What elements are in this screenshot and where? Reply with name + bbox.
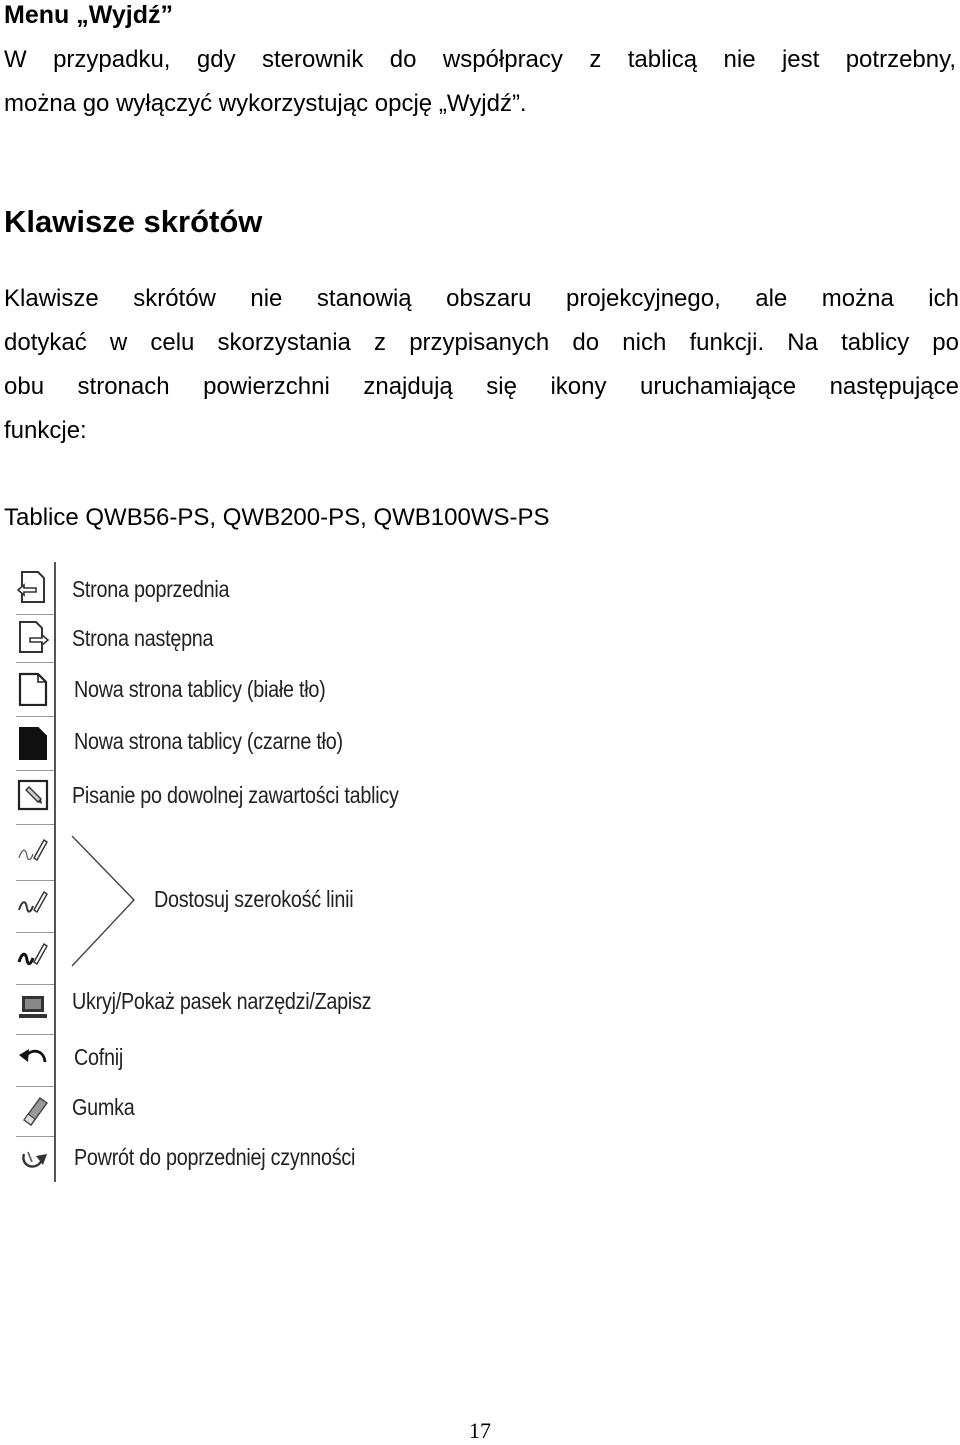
page-number: 17 (469, 1418, 491, 1443)
separator (16, 770, 54, 771)
redo-icon[interactable] (16, 1142, 50, 1176)
undo-icon[interactable] (16, 1042, 50, 1076)
new-black-page-label: Nowa strona tablicy (czarne tło) (74, 728, 343, 754)
shortcut-keys-figure (10, 562, 470, 1182)
separator (16, 614, 54, 615)
separator (16, 984, 54, 985)
toolbar-toggle-label: Ukryj/Pokaż pasek narzędzi/Zapisz (72, 988, 372, 1014)
eraser-label: Gumka (72, 1094, 135, 1120)
bracket-chevron-icon (68, 834, 138, 970)
shortcuts-heading: Klawisze skrótów (4, 204, 263, 239)
menu-paragraph-line-1: W przypadku, gdy sterownik do współpracy z tablicą nie jest potrzebny, (4, 46, 956, 73)
line-width-thin-icon[interactable] (16, 834, 50, 868)
toolbar-toggle-icon[interactable] (16, 990, 50, 1024)
separator (16, 1034, 54, 1035)
line-width-medium-icon[interactable] (16, 886, 50, 920)
redo-label: Powrót do poprzedniej czynności (74, 1144, 356, 1170)
shortcuts-paragraph-line-3: obu stronach powierzchni znajdują się ikony uruchamiające następujące (4, 373, 959, 400)
shortcuts-paragraph-line-1: Klawisze skrótów nie stanowią obszaru projekcyjnego, ale można ich (4, 285, 959, 312)
write-anywhere-icon[interactable] (16, 778, 50, 812)
new-white-page-icon[interactable] (16, 672, 50, 706)
previous-page-label: Strona poprzednia (72, 576, 230, 602)
separator (16, 1086, 54, 1087)
menu-paragraph-line-2: można go wyłączyć wykorzystując opcję „Wyjdź”. (4, 90, 527, 117)
next-page-icon[interactable] (16, 620, 50, 654)
write-anywhere-label: Pisanie po dowolnej zawartości tablicy (72, 782, 399, 808)
shortcuts-paragraph-line-2: dotykać w celu skorzystania z przypisanych do nich funkcji. Na tablicy po (4, 329, 959, 356)
separator (16, 716, 54, 717)
new-white-page-label: Nowa strona tablicy (białe tło) (74, 676, 326, 702)
undo-label: Cofnij (74, 1044, 124, 1070)
next-page-label: Strona następna (72, 625, 214, 651)
shortcuts-paragraph-line-4: funkcje: (4, 417, 87, 444)
separator (16, 662, 54, 663)
separator (16, 932, 54, 933)
boards-label: Tablice QWB56-PS, QWB200-PS, QWB100WS-PS (4, 504, 550, 531)
new-black-page-icon[interactable] (16, 726, 50, 760)
line-width-thick-icon[interactable] (16, 938, 50, 972)
separator (16, 880, 54, 881)
separator (16, 824, 54, 825)
menu-paragraph (4, 38, 956, 126)
shortcut-bar-line (54, 562, 56, 1182)
shortcuts-paragraph (4, 277, 959, 453)
separator (16, 1136, 54, 1137)
eraser-icon[interactable] (16, 1092, 50, 1126)
previous-page-icon[interactable] (16, 570, 50, 604)
menu-heading: Menu „Wyjdź” (4, 1, 173, 29)
line-width-label: Dostosuj szerokość linii (154, 886, 354, 912)
